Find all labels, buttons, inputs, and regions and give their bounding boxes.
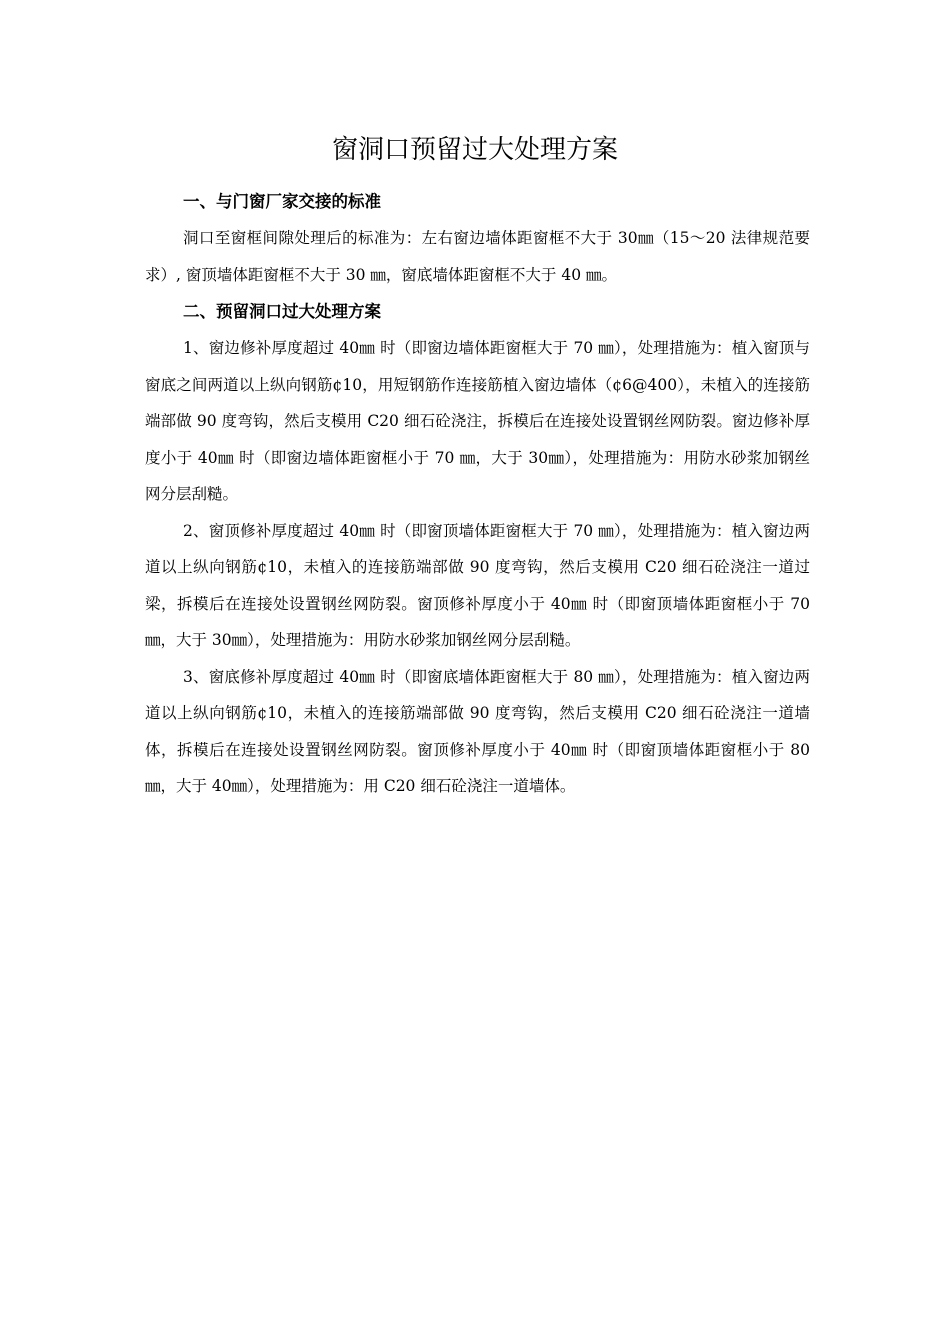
section-heading-2: 二、预留洞口过大处理方案 <box>183 302 381 321</box>
document-body <box>145 183 810 805</box>
section-heading-1: 一、与门窗厂家交接的标准 <box>183 192 381 211</box>
section-2-paragraph-3: 3、窗底修补厚度超过 40㎜ 时（即窗底墙体距窗框大于 80 ㎜），处理措施为：植入窗边两道以上纵向钢筋¢10，未植入的连接筋端部做 90 度弯钩，然后支模用 C20 细石砼浇注一道墙体，拆模后在连接处设置钢丝网防裂。窗顶修补厚度小于 40㎜ 时（即窗顶墙体距窗框小于 80 ㎜，大于 40㎜），处理措施为：用 C20 细石砼浇注一道墙体。 <box>145 667 810 795</box>
section-2-paragraph-2: 2、窗顶修补厚度超过 40㎜ 时（即窗顶墙体距窗框大于 70 ㎜），处理措施为：植入窗边两道以上纵向钢筋¢10，未植入的连接筋端部做 90 度弯钩，然后支模用 C20 细石砼浇注一道过梁，拆模后在连接处设置钢丝网防裂。窗顶修补厚度小于 40㎜ 时（即窗顶墙体距窗框小于 70 ㎜，大于 30㎜），处理措施为：用防水砂浆加钢丝网分层刮糙。 <box>145 521 810 649</box>
section-1-paragraph-1: 洞口至窗框间隙处理后的标准为：左右窗边墙体距窗框不大于 30㎜（15～20 法律规范要求）, 窗顶墙体距窗框不大于 30 ㎜，窗底墙体距窗框不大于 40 ㎜。 <box>145 229 810 284</box>
section-2-paragraph-1: 1、窗边修补厚度超过 40㎜ 时（即窗边墙体距窗框大于 70 ㎜），处理措施为：植入窗顶与窗底之间两道以上纵向钢筋¢10，用短钢筋作连接筋植入窗边墙体（¢6@400），未植入的连接筋端部做 90 度弯钩，然后支模用 C20 细石砼浇注，拆模后在连接处设置钢丝网防裂。窗边修补厚度小于 40㎜ 时（即窗边墙体距窗框小于 70 ㎜，大于 30㎜），处理措施为：用防水砂浆加钢丝网分层刮糙。 <box>145 339 810 503</box>
document-title: 窗洞口预留过大处理方案 <box>331 135 618 165</box>
